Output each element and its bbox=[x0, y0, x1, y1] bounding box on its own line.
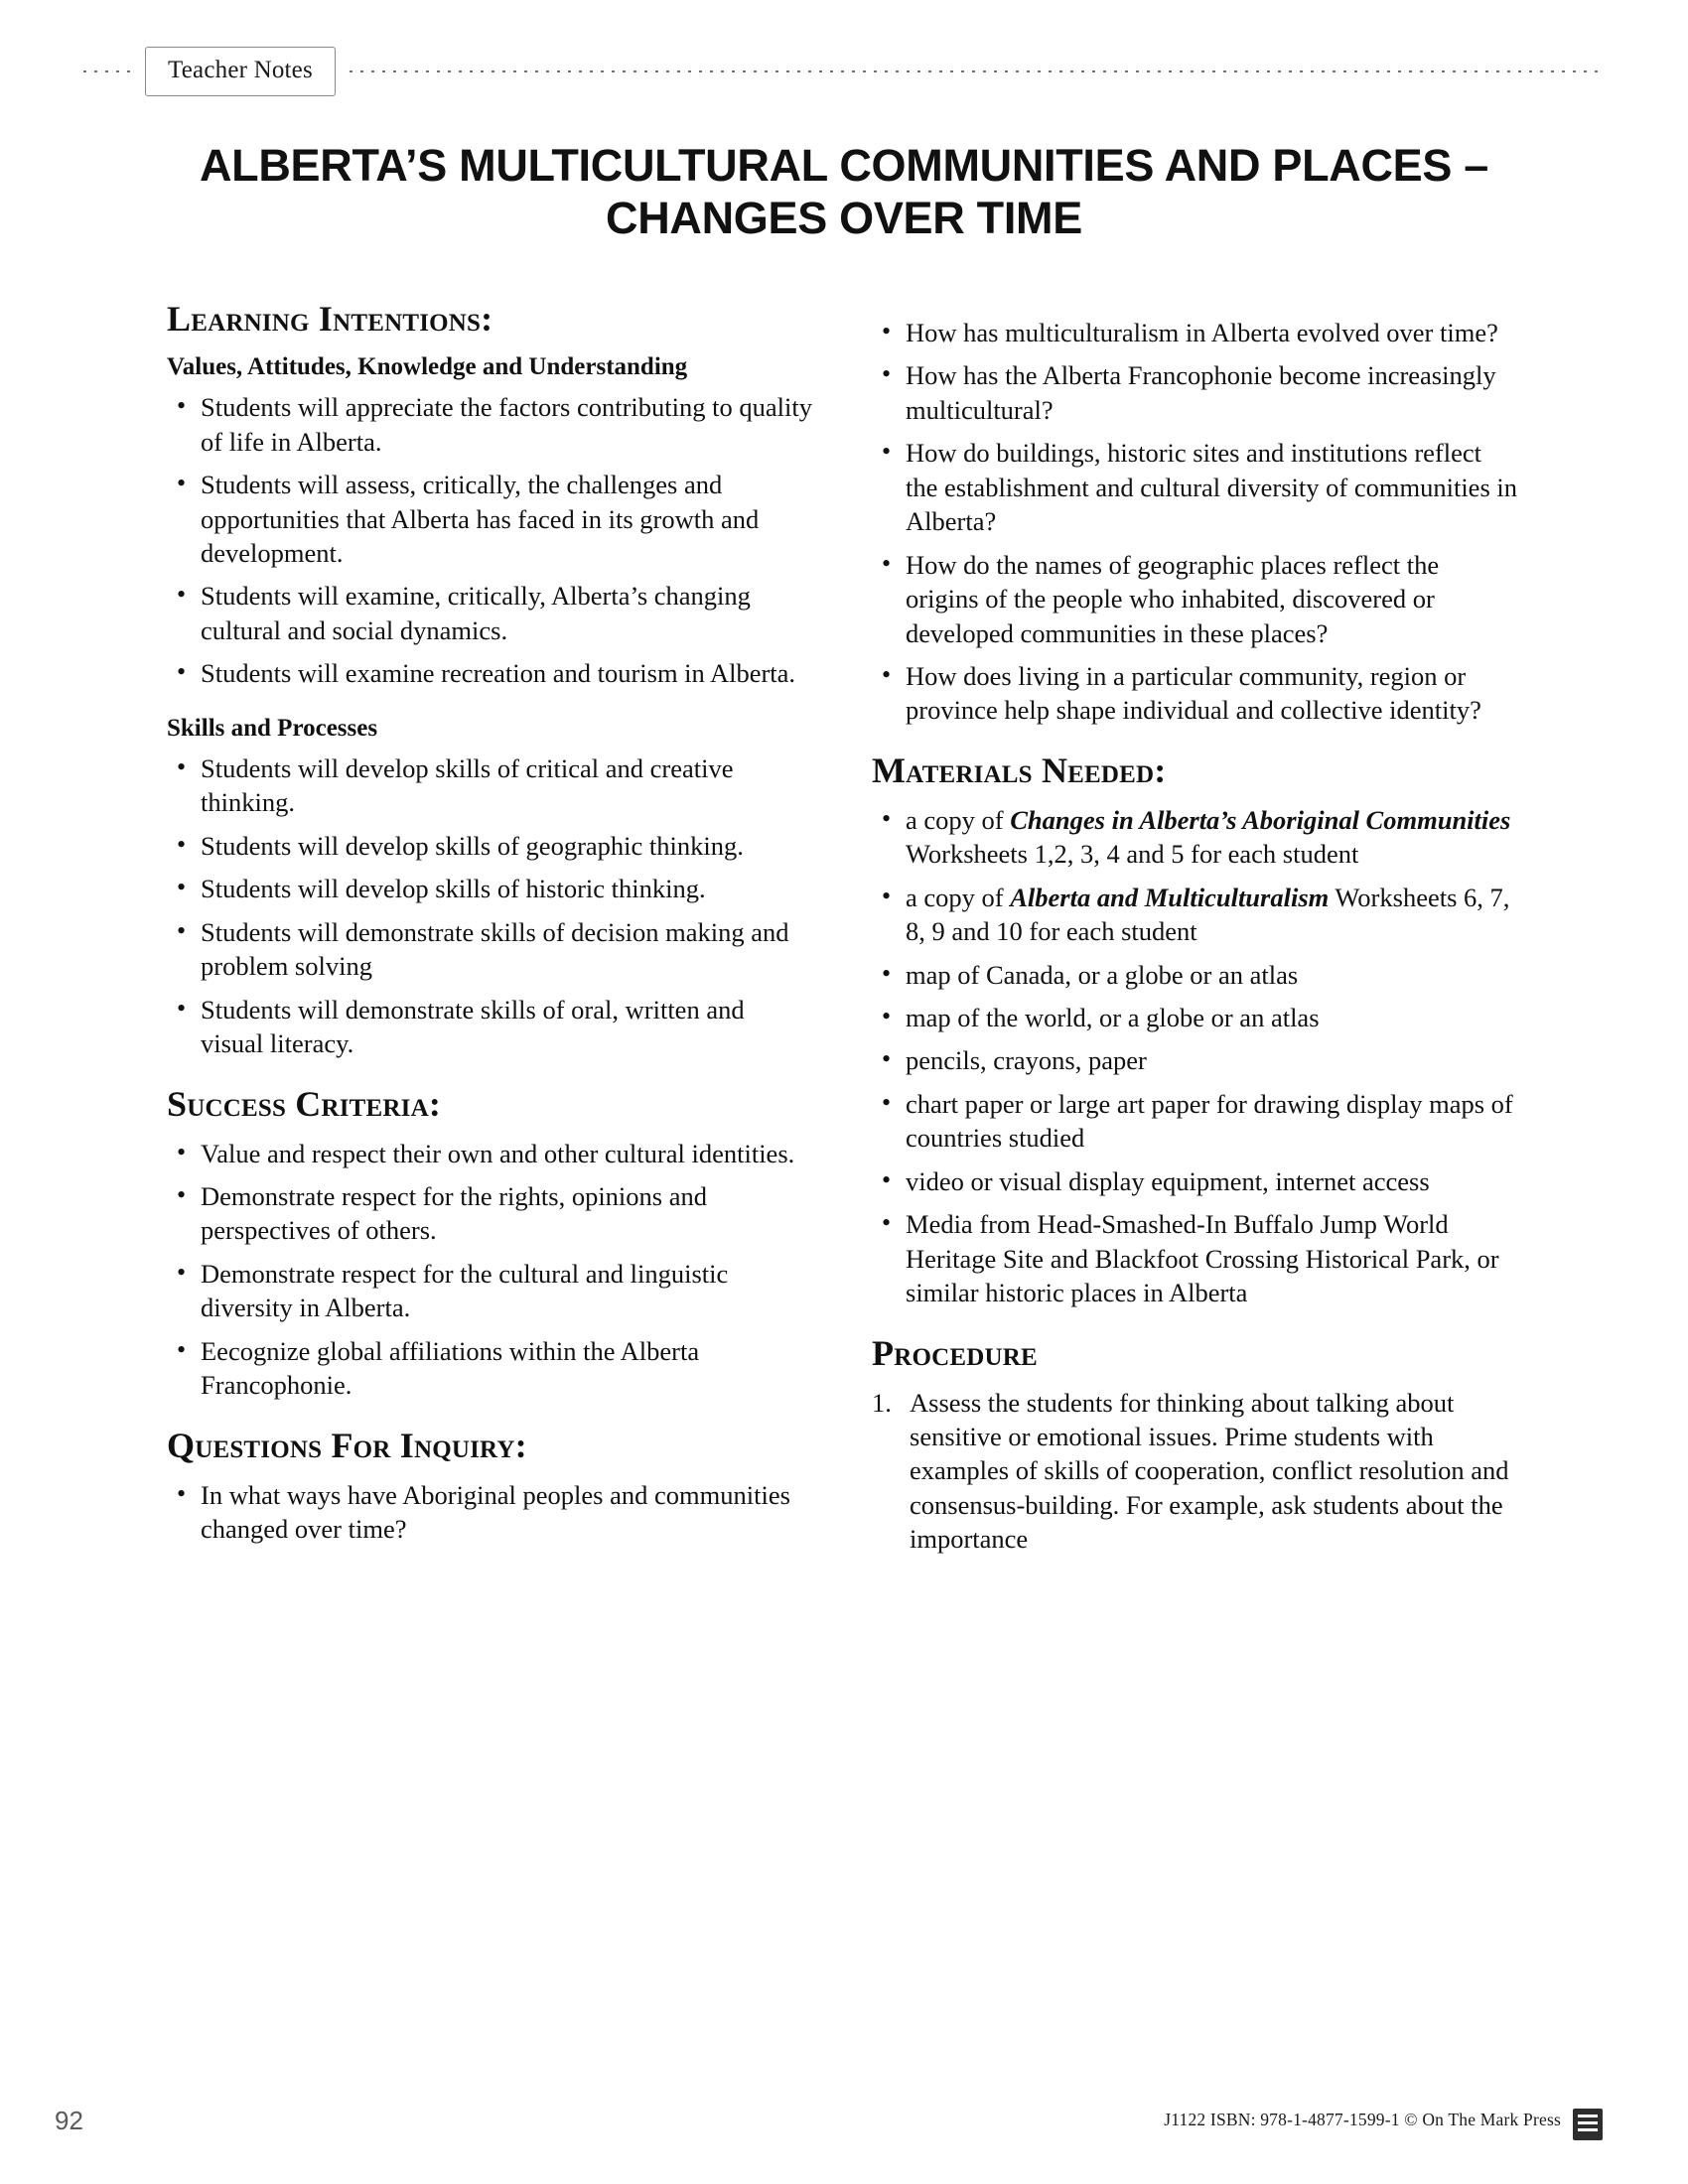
list-item bbox=[872, 1207, 1517, 1309]
heading-questions-for-inquiry: Questions For Inquiry: bbox=[167, 1425, 527, 1465]
material-text-pre: map of the world, or a globe or an atlas bbox=[906, 1003, 1320, 1032]
subheading-values-attitudes: Values, Attitudes, Knowledge and Understanding bbox=[167, 353, 688, 380]
list-item: • Students will assess, critically, the challenges and opportunities that Alberta has faced in its growth and development. bbox=[167, 468, 812, 570]
list-questions-for-inquiry bbox=[167, 1478, 812, 1547]
teacher-notes-tab: Teacher Notes bbox=[145, 47, 336, 96]
list-item bbox=[872, 803, 1517, 872]
list-item: • How does living in a particular community, region or province help shape individual and collective identity? bbox=[872, 659, 1517, 728]
list-item bbox=[872, 881, 1517, 949]
list-item bbox=[872, 1001, 1517, 1034]
list-item: • Demonstrate respect for the cultural and linguistic diversity in Alberta. bbox=[167, 1257, 812, 1325]
heading-materials-needed: Materials Needed: bbox=[872, 750, 1167, 790]
list-item: • How has the Alberta Francophonie become increasingly multicultural? bbox=[872, 358, 1517, 427]
list-item: • In what ways have Aboriginal peoples and communities changed over time? bbox=[167, 1478, 812, 1547]
list-item bbox=[872, 1087, 1517, 1156]
heading-learning-intentions: Learning Intentions: bbox=[167, 299, 493, 339]
list-item: • How has multiculturalism in Alberta evolved over time? bbox=[872, 316, 1517, 349]
content-columns bbox=[167, 298, 1517, 1568]
subheading-skills-processes: Skills and Processes bbox=[167, 714, 378, 742]
list-item: • Demonstrate respect for the rights, opinions and perspectives of others. bbox=[167, 1179, 812, 1248]
list-item: • Students will appreciate the factors contributing to quality of life in Alberta. bbox=[167, 390, 812, 459]
right-column bbox=[872, 298, 1517, 1568]
material-text-pre: a copy of bbox=[906, 882, 1011, 912]
list-item: • Eecognize global affiliations within the Alberta Francophonie. bbox=[167, 1334, 812, 1403]
page-number: 92 bbox=[55, 2106, 83, 2135]
list-item: • Students will examine, critically, Alberta’s changing cultural and social dynamics. bbox=[167, 579, 812, 647]
footer-imprint: J1122 ISBN: 978-1-4877-1599-1 © On The Mark Press bbox=[1164, 2110, 1561, 2129]
heading-success-criteria: Success Criteria: bbox=[167, 1083, 442, 1124]
material-text-pre: Media from Head-Smashed-In Buffalo Jump World Heritage Site and Blackfoot Crossing Historical Park, or similar historic places in Alberta bbox=[906, 1209, 1499, 1308]
material-text-post: Worksheets 1,2, 3, 4 and 5 for each student bbox=[906, 839, 1359, 870]
dotted-rule-left bbox=[79, 70, 137, 72]
list-item: • Value and respect their own and other cultural identities. bbox=[167, 1137, 812, 1170]
list-item bbox=[872, 958, 1517, 992]
list-success-criteria bbox=[167, 1137, 812, 1403]
page-header bbox=[79, 42, 1604, 101]
list-questions-continued bbox=[872, 316, 1517, 728]
page-title: ALBERTA’S MULTICULTURAL COMMUNITIES AND PLACES – CHANGES OVER TIME bbox=[199, 140, 1489, 244]
list-materials-needed bbox=[872, 803, 1517, 1310]
list-item bbox=[872, 1043, 1517, 1077]
list-item: • Students will demonstrate skills of decision making and problem solving bbox=[167, 915, 812, 984]
list-item bbox=[872, 1164, 1517, 1198]
material-text-pre: video or visual display equipment, internet access bbox=[906, 1165, 1430, 1196]
list-values-attitudes bbox=[167, 390, 812, 691]
material-text-pre: a copy of bbox=[906, 804, 1011, 835]
list-item: • How do the names of geographic places reflect the origins of the people who inhabited, discovered or developed communities in these places? bbox=[872, 548, 1517, 650]
publisher-logo-icon bbox=[1573, 2109, 1603, 2140]
list-item: • How do buildings, historic sites and institutions reflect the establishment and cultural diversity of communities in Alberta? bbox=[872, 436, 1517, 538]
material-text-post: Worksheets 6, 7, 8, 9 and 10 for each student bbox=[906, 882, 1510, 947]
list-item: • Students will develop skills of historic thinking. bbox=[167, 872, 812, 905]
dotted-rule-right bbox=[346, 70, 1604, 72]
left-column bbox=[167, 298, 812, 1568]
list-skills-processes bbox=[167, 751, 812, 1061]
material-emphasis: Changes in Alberta’s Aboriginal Communities bbox=[1010, 804, 1511, 835]
heading-procedure: Procedure bbox=[872, 1332, 1038, 1373]
material-text-pre: map of Canada, or a globe or an atlas bbox=[906, 959, 1299, 990]
list-item: • Students will develop skills of geographic thinking. bbox=[167, 829, 812, 863]
list-item: • Students will examine recreation and tourism in Alberta. bbox=[167, 656, 812, 690]
list-item: Assess the students for thinking about talking about sensitive or emotional issues. Prime students with examples of skills of cooperation, conflict resolution and consensus-building. For example, ask students about the importance bbox=[910, 1387, 1509, 1555]
list-procedure-steps bbox=[872, 1386, 1517, 1557]
list-item: • Students will develop skills of critical and creative thinking. bbox=[167, 751, 812, 820]
list-item: • Students will demonstrate skills of oral, written and visual literacy. bbox=[167, 993, 812, 1061]
material-text-pre: chart paper or large art paper for drawing display maps of countries studied bbox=[906, 1088, 1513, 1154]
material-emphasis: Alberta and Multiculturalism bbox=[1010, 882, 1330, 912]
material-text-pre: pencils, crayons, paper bbox=[906, 1045, 1147, 1076]
